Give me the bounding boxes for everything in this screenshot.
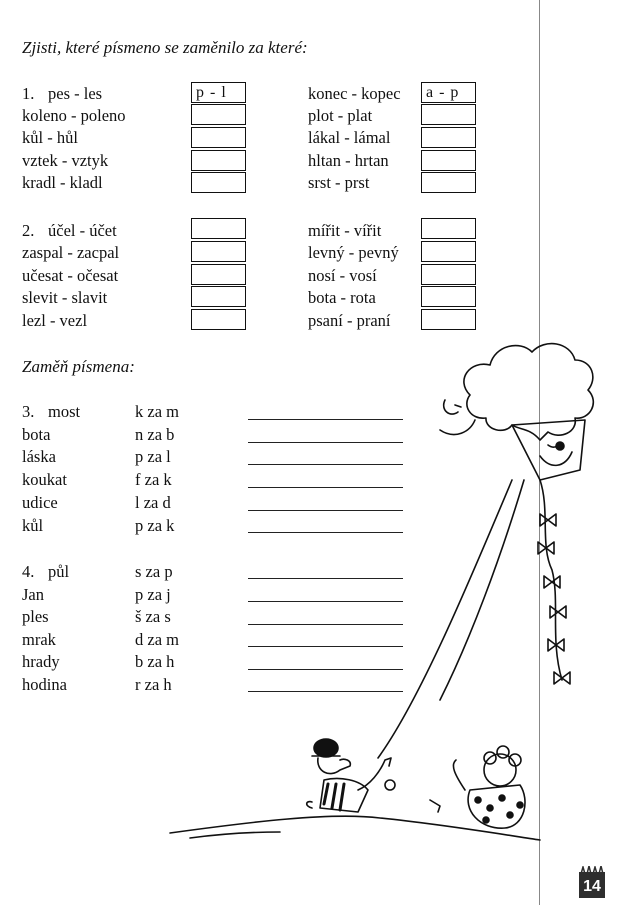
word-pair: levný - pevný [308, 243, 399, 262]
word: ples [22, 607, 49, 626]
letter-swap: l za d [135, 493, 171, 512]
letter-swap: š za s [135, 607, 171, 626]
word-pair: lákal - lámal [308, 128, 391, 147]
word-pair: účel - účet [48, 221, 117, 240]
word-pair: slevit - slavit [22, 288, 108, 307]
answer-box[interactable]: a - p [421, 82, 476, 103]
word: most [48, 402, 81, 421]
word-pair: učesat - očesat [22, 266, 119, 285]
word-pair: pes - les [48, 84, 103, 103]
word: láska [22, 447, 56, 466]
exercise-number: 4. [22, 562, 35, 581]
word-pair: psaní - praní [308, 311, 391, 330]
word-pair: mířit - vířit [308, 221, 382, 240]
letter-swap: p za l [135, 447, 171, 466]
letter-swap: n za b [135, 425, 175, 444]
letter-swap: b za h [135, 652, 175, 671]
word: mrak [22, 630, 56, 649]
word: hodina [22, 675, 67, 694]
word-pair: vztek - vztyk [22, 151, 109, 170]
letter-swap: f za k [135, 470, 172, 489]
word-pair: koleno - poleno [22, 106, 126, 125]
word-pair: zaspal - zacpal [22, 243, 120, 262]
letter-swap: d za m [135, 630, 179, 649]
kite-face [440, 400, 475, 435]
word: Jan [22, 585, 44, 604]
boy-hat [314, 739, 338, 757]
child-head [484, 754, 516, 786]
word-pair: plot - plat [308, 106, 373, 125]
word: koukat [22, 470, 67, 489]
word: udice [22, 493, 58, 512]
exercise-number: 2. [22, 221, 35, 240]
boy-head [318, 758, 351, 774]
word-pair: hltan - hrtan [308, 151, 389, 170]
answer-box[interactable]: p - l [191, 82, 246, 103]
letter-swap: p za j [135, 585, 171, 604]
exercise-number: 1. [22, 84, 35, 103]
word: hrady [22, 652, 60, 671]
word: bota [22, 425, 51, 444]
instruction-swap-letters: Zaměň písmena: [22, 357, 135, 376]
word: kůl [22, 516, 44, 535]
word: půl [48, 562, 70, 581]
word-pair: kůl - hůl [22, 128, 78, 147]
page-number-text: 14 [583, 878, 601, 895]
kite-string [378, 480, 512, 758]
word-pair: kradl - kladl [22, 173, 103, 192]
child-body [468, 785, 525, 828]
word-pair: konec - kopec [308, 84, 401, 103]
letter-swap: s za p [135, 562, 173, 581]
word-pair: bota - rota [308, 288, 376, 307]
instruction-identify-letter: Zjisti, které písmeno se zaměnilo za které: [22, 38, 308, 57]
exercise-number: 3. [22, 402, 35, 421]
kite-head [464, 344, 593, 440]
letter-swap: p za k [135, 516, 175, 535]
word-pair: srst - prst [308, 173, 370, 192]
letter-swap: r za h [135, 675, 172, 694]
word-pair: nosí - vosí [308, 266, 377, 285]
word-pair: lezl - vezl [22, 311, 88, 330]
page-number [579, 872, 605, 898]
grass-icon [579, 866, 605, 874]
letter-swap: k za m [135, 402, 179, 421]
